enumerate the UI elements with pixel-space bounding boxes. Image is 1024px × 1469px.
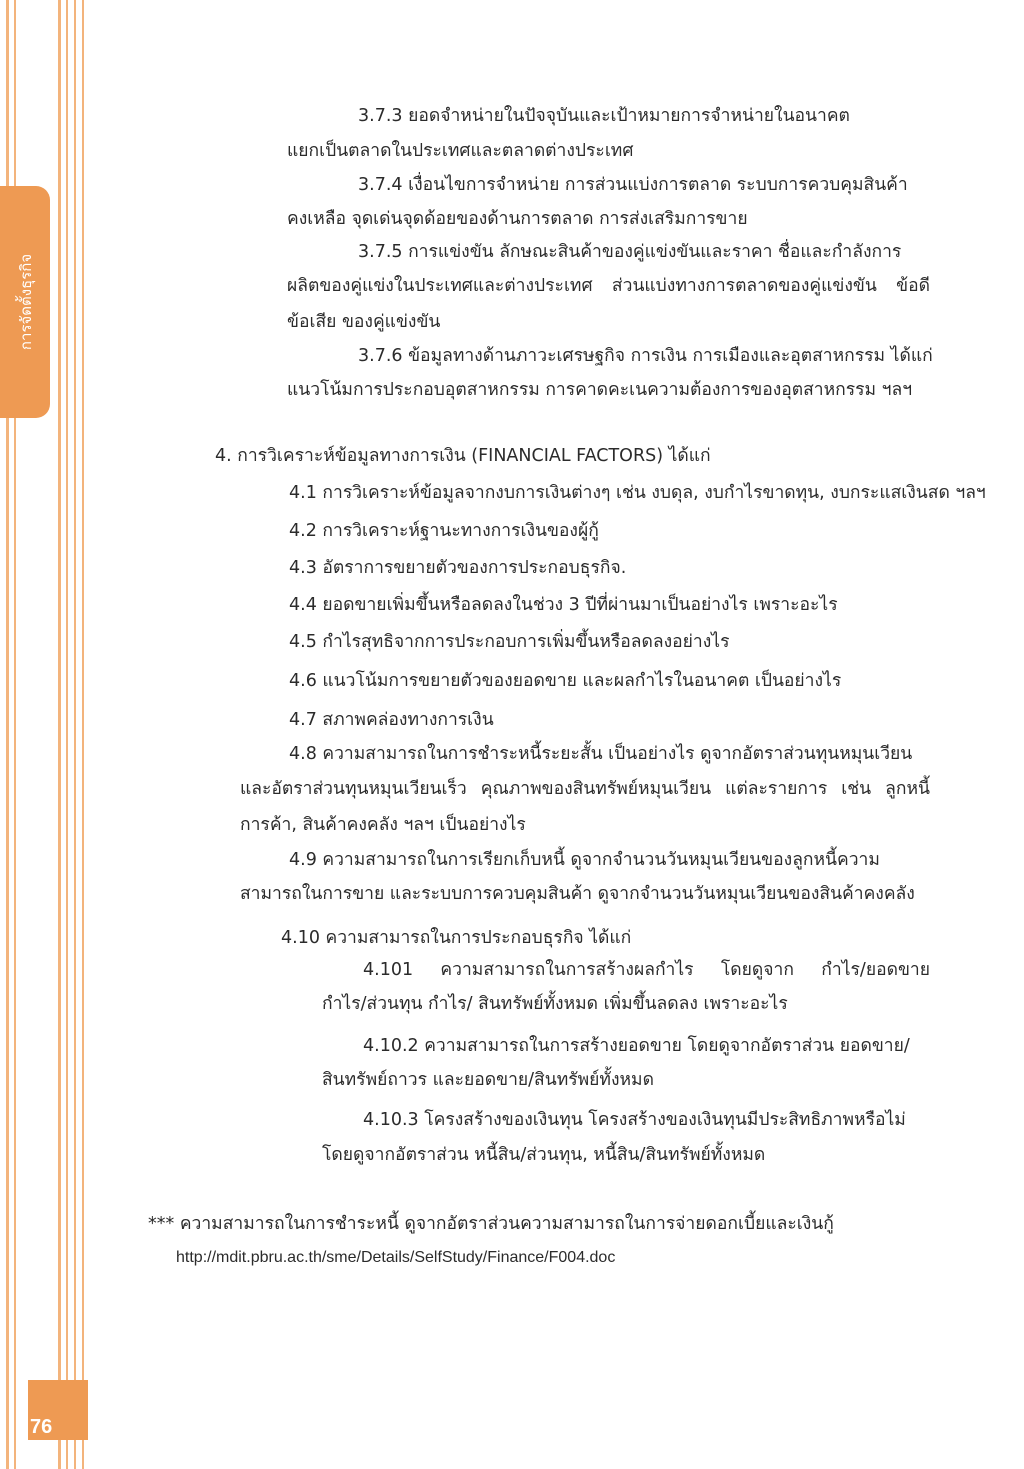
list-item: 4.5 กำไรสุทธิจากการประกอบการเพิ่มขึ้นหรือลดลงอย่างไร xyxy=(289,632,730,652)
text-line: แนวโน้มการประกอบอุตสาหกรรม การคาดคะเนความต้องการของอุตสาหกรรม ฯลฯ xyxy=(287,380,913,400)
text-line: ผลิตของคู่แข่งในประเทศและต่างประเทศ ส่วนแบ่งทางการตลาดของคู่แข่งขัน ข้อดี xyxy=(287,276,930,296)
text-line: 3.7.6 ข้อมูลทางด้านภาวะเศรษฐกิจ การเงิน การเมืองและอุตสาหกรรม ได้แก่ xyxy=(358,346,933,366)
list-item: 4.7 สภาพคล่องทางการเงิน xyxy=(289,710,494,730)
decorative-stripe xyxy=(74,0,76,1469)
source-url: http://mdit.pbru.ac.th/sme/Details/SelfStudy/Finance/F004.doc xyxy=(176,1249,616,1266)
decorative-stripe xyxy=(58,0,61,1469)
text-line: สินทรัพย์ถาวร และยอดขาย/สินทรัพย์ทั้งหมด xyxy=(322,1070,654,1090)
text-line: 3.7.3 ยอดจำหน่ายในปัจจุบันและเป้าหมายการจำหน่ายในอนาคต xyxy=(358,106,850,126)
text-line: ข้อเสีย ของคู่แข่งขัน xyxy=(287,312,441,332)
list-item: 4.8 ความสามารถในการชำระหนี้ระยะสั้น เป็นอย่างไร ดูจากอัตราส่วนทุนหมุนเวียน xyxy=(289,744,913,764)
text-line: แยกเป็นตลาดในประเทศและตลาดต่างประเทศ xyxy=(287,141,634,161)
list-item: 4.9 ความสามารถในการเรียกเก็บหนี้ ดูจากจำนวนวันหมุนเวียนของลูกหนี้ความ xyxy=(289,850,880,870)
sub-list-item: 4.101 ความสามารถในการสร้างผลกำไร โดยดูจาก กำไร/ยอดขาย xyxy=(363,960,930,980)
text-line: และอัตราส่วนทุนหมุนเวียนเร็ว คุณภาพของสินทรัพย์หมุนเวียน แต่ละรายการ เช่น ลูกหนี้ xyxy=(240,779,930,799)
list-item: 4.3 อัตราการขยายตัวของการประกอบธุรกิจ. xyxy=(289,558,627,578)
text-line: คงเหลือ จุดเด่นจุดด้อยของด้านการตลาด การส่งเสริมการขาย xyxy=(287,209,748,229)
text-line: สามารถในการขาย และระบบการควบคุมสินค้า ดูจากจำนวนวันหมุนเวียนของสินค้าคงคลัง xyxy=(240,884,915,904)
section-heading: 4. การวิเคราะห์ข้อมูลทางการเงิน (FINANCIAL FACTORS) ได้แก่ xyxy=(215,446,711,466)
text-line: การค้า, สินค้าคงคลัง ฯลฯ เป็นอย่างไร xyxy=(240,815,526,835)
list-item: 4.10 ความสามารถในการประกอบธุรกิจ ได้แก่ xyxy=(281,928,632,948)
sub-list-item: 4.10.2 ความสามารถในการสร้างยอดขาย โดยดูจากอัตราส่วน ยอดขาย/ xyxy=(363,1036,910,1056)
decorative-stripe xyxy=(66,0,68,1469)
list-item: 4.6 แนวโน้มการขยายตัวของยอดขาย และผลกำไรในอนาคต เป็นอย่างไร xyxy=(289,671,842,691)
text-line: โดยดูจากอัตราส่วน หนี้สิน/ส่วนทุน, หนี้สิน/สินทรัพย์ทั้งหมด xyxy=(322,1145,766,1165)
text-line: 3.7.4 เงื่อนไขการจำหน่าย การส่วนแบ่งการตลาด ระบบการควบคุมสินค้า xyxy=(358,175,908,195)
list-item: 4.4 ยอดขายเพิ่มขึ้นหรือลดลงในช่วง 3 ปีที่ผ่านมาเป็นอย่างไร เพราะอะไร xyxy=(289,595,838,615)
text-line: กำไร/ส่วนทุน กำไร/ สินทรัพย์ทั้งหมด เพิ่มขึ้นลดลง เพราะอะไร xyxy=(322,994,788,1014)
chapter-tab-label: การจัดตั้งธุรกิจ xyxy=(17,253,35,351)
sub-list-item: 4.10.3 โครงสร้างของเงินทุน โครงสร้างของเงินทุนมีประสิทธิภาพหรือไม่ xyxy=(363,1110,906,1130)
text-line: 3.7.5 การแข่งขัน ลักษณะสินค้าของคู่แข่งขันและราคา ชื่อและกำลังการ xyxy=(358,242,902,262)
page-number: 76 xyxy=(30,1416,53,1438)
list-item: 4.1 การวิเคราะห์ข้อมูลจากงบการเงินต่างๆ เช่น งบดุล, งบกำไรขาดทุน, งบกระแสเงินสด ฯลฯ xyxy=(289,483,986,503)
decorative-stripe xyxy=(82,0,84,1469)
list-item: 4.2 การวิเคราะห์ฐานะทางการเงินของผู้กู้ xyxy=(289,521,599,541)
footnote: *** ความสามารถในการชำระหนี้ ดูจากอัตราส่วนความสามารถในการจ่ายดอกเบี้ยและเงินกู้ xyxy=(148,1214,834,1234)
